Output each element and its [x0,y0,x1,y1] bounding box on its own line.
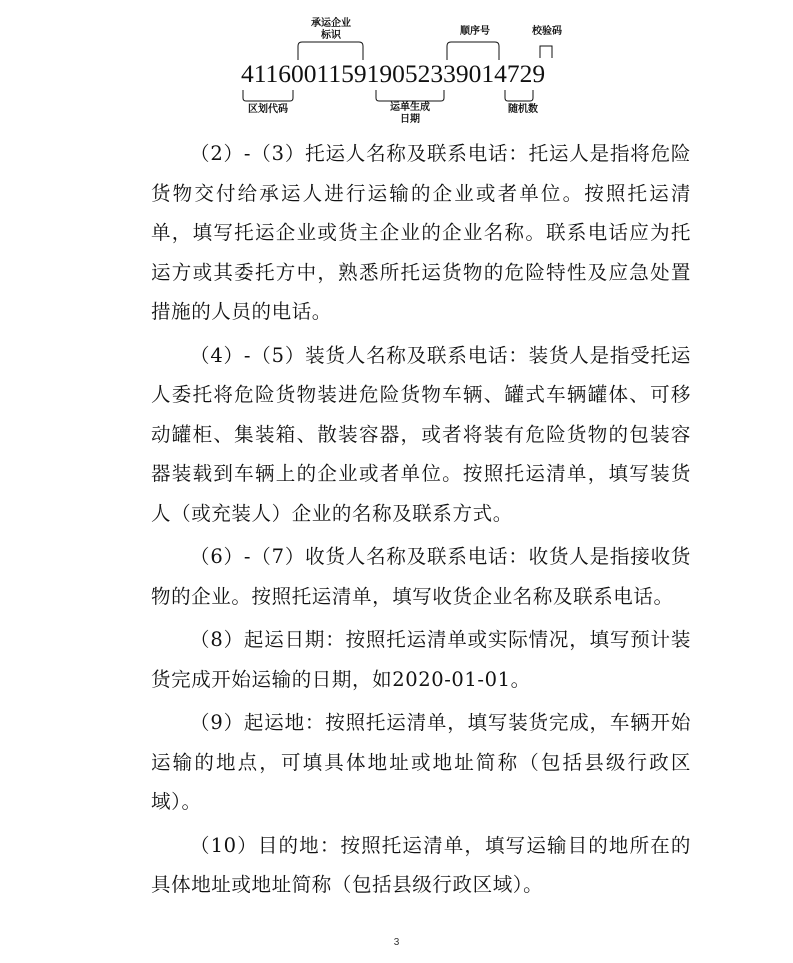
label-enterprise-id-line1: 承运企业 [311,18,351,29]
label-enterprise-id-line2: 标识 [321,30,341,41]
paragraph-destination: （10）目的地：按照托运清单，填写运输目的地所在的具体地址或地址简称（包括县级行政区域）。 [151,833,691,896]
paragraph-consignee: （6）-（7）收货人名称及联系电话：收货人是指接收货物的企业。按照托运清单，填写收货企业名称及联系电话。 [151,545,691,608]
page-number: 3 [393,937,400,948]
paragraph-shipper: （2）-（3）托运人名称及联系电话：托运人是指将危险货物交付给承运人进行运输的企业或者单位。按照托运清单，填写托运企业或货主企业的企业名称。联系电话应为托运方或其委托方中，熟悉所托运货物的危险特性及应急处置措施的人员的电话。 [151,142,691,323]
label-date [385,102,435,126]
label-sequence: 顺序号 [460,26,490,37]
label-random: 随机数 [508,104,538,115]
paragraph-origin: （9）起运地：按照托运清单，填写装货完成，车辆开始运输的地点，可填具体地址或地址简称（包括县级行政区域）。 [151,711,691,813]
label-check-digit: 校验码 [532,26,562,37]
label-region-code: 区划代码 [248,104,288,115]
paragraph-loader: （4）-（5）装货人名称及联系电话：装货人是指受托运人委托将危险货物装进危险货物车辆、罐式车辆罐体、可移动罐柜、集装箱、散装容器，或者将装有危险货物的包装容器装载到车辆上的企业或者单位。按照托运清单，填写装货人（或充装人）企业的名称及联系方式。 [151,343,691,525]
body-text [151,134,691,909]
label-date-line2: 日期 [400,114,420,125]
waybill-code-diagram [0,0,793,135]
label-date-line1: 运单生成 [390,102,430,113]
paragraph-departure-date: （8）起运日期：按照托运清单或实际情况，填写预计装货完成开始运输的日期，如2020-01-01。 [151,628,691,691]
label-enterprise-id [306,18,356,42]
waybill-code-number: 411600115919052339014729 [241,59,546,88]
